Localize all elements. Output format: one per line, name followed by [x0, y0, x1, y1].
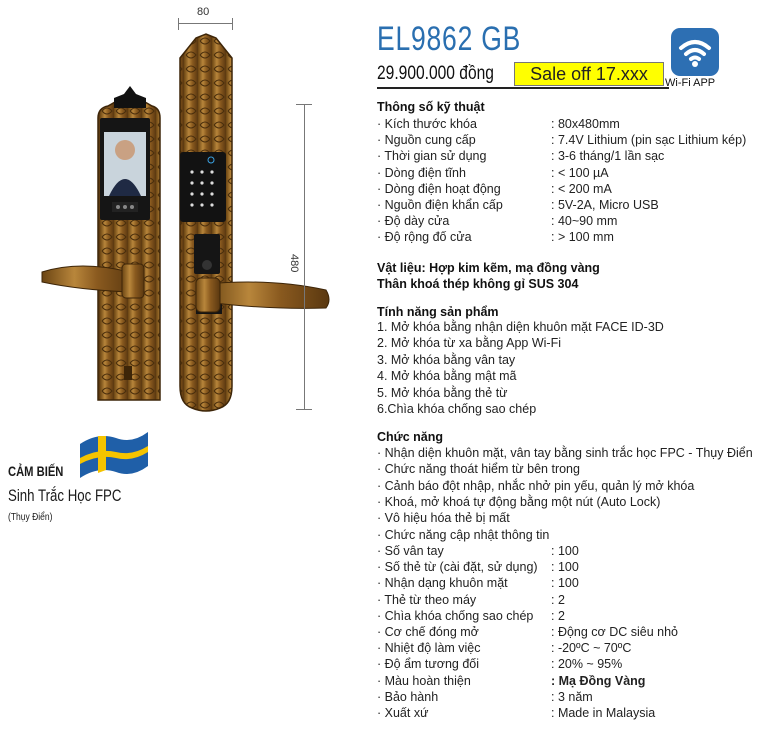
spec-value: : 100	[551, 544, 579, 558]
spec-label: · Cơ chế đóng mở	[377, 625, 479, 639]
material-line1: Vật liệu: Hợp kim kẽm, mạ đồng vàng	[377, 261, 600, 275]
feature-item: 2. Mở khóa từ xa bằng App Wi-Fi	[377, 336, 562, 351]
spec-label: · Xuất xứ	[377, 706, 429, 720]
spec-value: : 100	[551, 560, 579, 575]
spec-label: · Độ ẩm tương đối	[377, 657, 480, 672]
spec-row	[377, 544, 579, 558]
feature-item: 4. Mở khóa bằng mật mã	[377, 369, 517, 384]
spec-label: · Chìa khóa chống sao chép	[377, 608, 534, 623]
function-item: · Chức năng thoát hiểm từ bên trong	[377, 462, 580, 477]
spec-label: · Độ rộng đố cửa	[377, 230, 472, 245]
outer-handle	[42, 264, 144, 298]
features-title: Tính năng sản phẩm	[377, 305, 499, 319]
inner-panel	[180, 34, 232, 411]
model-title: EL9862 GB	[377, 20, 522, 58]
spec-label: · Số vân tay	[377, 544, 444, 558]
spec-row	[377, 673, 646, 688]
spec-row	[377, 592, 565, 607]
spec-row	[377, 117, 620, 131]
wifi-app-label: Wi-Fi APP	[665, 77, 716, 89]
spec-value: : Động cơ DC siêu nhỏ	[551, 625, 679, 639]
spec-row	[377, 576, 579, 591]
function-item: · Cảnh báo đột nhập, nhắc nhở pin yếu, quản lý mở khóa	[377, 478, 695, 493]
spec-value: : > 100 mm	[551, 230, 614, 245]
function-item: · Nhận diện khuôn mặt, vân tay bằng sinh trắc học FPC - Thụy Điển	[377, 446, 753, 460]
spec-row	[377, 625, 679, 639]
function-item: · Vô hiệu hóa thẻ bị mất	[377, 511, 510, 526]
spec-value: : 7.4V Lithium (pin sạc Lithium kép)	[551, 133, 747, 148]
function-item: · Chức năng cập nhật thông tin	[377, 527, 550, 542]
spec-row	[377, 657, 623, 672]
spec-row	[377, 165, 609, 180]
sensor-title: CẢM BIẾN	[8, 463, 64, 479]
spec-row	[377, 560, 579, 575]
sale-badge: Sale off 17.xxx	[514, 62, 664, 86]
functions-title: Chức năng	[377, 430, 443, 444]
spec-value: : 100	[551, 576, 579, 591]
spec-row	[377, 689, 593, 704]
spec-value: : 40~90 mm	[551, 214, 618, 229]
spec-label: · Bảo hành	[377, 689, 439, 704]
spec-value: : < 100 µA	[551, 165, 609, 180]
wifi-icon	[671, 28, 719, 76]
spec-row	[377, 198, 659, 212]
spec-label: · Dòng điện tĩnh	[377, 165, 466, 180]
spec-value: : 5V-2A, Micro USB	[551, 198, 659, 212]
height-dimension-line	[304, 104, 305, 410]
height-tick-top	[296, 104, 312, 105]
feature-item: 6.Chìa khóa chống sao chép	[377, 402, 537, 416]
spec-value: : 2	[551, 592, 565, 607]
height-tick-bottom	[296, 409, 312, 410]
spec-label: · Độ dày cửa	[377, 214, 450, 229]
spec-row	[377, 214, 618, 229]
width-tick-right	[232, 18, 233, 30]
spec-label: · Kích thước khóa	[377, 117, 477, 131]
spec-value: : < 200 mA	[551, 181, 612, 196]
spec-value: : 3-6 tháng/1 lần sạc	[551, 149, 665, 164]
spec-row	[377, 706, 656, 720]
height-label: 480	[288, 254, 300, 273]
width-tick-left	[178, 18, 179, 30]
spec-label: · Số thẻ từ (cài đặt, sử dụng)	[377, 560, 538, 575]
spec-label: · Thời gian sử dụng	[377, 149, 487, 164]
spec-label: · Nhiệt độ làm việc	[377, 641, 481, 656]
spec-row	[377, 641, 632, 656]
feature-item: 1. Mở khóa bằng nhận diện khuôn mặt FACE ID-3D	[377, 320, 664, 334]
spec-row	[377, 149, 665, 164]
price-underline	[377, 87, 669, 89]
spec-value: : Made in Malaysia	[551, 706, 656, 720]
width-label: 80	[197, 6, 210, 18]
lock-illustration	[30, 20, 350, 420]
function-item: · Khoá, mở khoá tự động bằng một nút (Auto Lock)	[377, 494, 661, 509]
spec-value: : -20ºC ~ 70ºC	[551, 641, 632, 656]
spec-value: : 2	[551, 608, 565, 623]
spec-label: · Nguồn cung cấp	[377, 133, 476, 148]
spec-value: : 80x480mm	[551, 117, 620, 131]
feature-item: 3. Mở khóa bằng vân tay	[377, 352, 516, 367]
width-dimension-line	[178, 23, 233, 24]
spec-value: : 20% ~ 95%	[551, 657, 623, 672]
spec-label: · Nhận dạng khuôn mặt	[377, 576, 508, 591]
feature-item: 5. Mở khóa bằng thẻ từ	[377, 385, 508, 400]
spec-row	[377, 181, 612, 196]
spec-label: · Thẻ từ theo máy	[377, 592, 477, 607]
spec-value: : Mạ Đồng Vàng	[551, 673, 646, 688]
spec-label: · Màu hoàn thiện	[377, 673, 471, 688]
spec-label: · Nguồn điện khẩn cấp	[377, 198, 503, 212]
sensor-origin: (Thụy Điển)	[8, 512, 53, 523]
price: 29.900.000 đồng	[377, 63, 494, 84]
spec-row	[377, 608, 565, 623]
outer-panel	[98, 86, 160, 400]
spec-label: · Dòng điện hoạt động	[377, 181, 501, 196]
specs-title: Thông số kỹ thuật	[377, 100, 485, 114]
inner-handle	[196, 278, 329, 312]
material-line2: Thân khoá thép không gỉ SUS 304	[377, 277, 579, 291]
spec-value: : 3 năm	[551, 689, 593, 704]
spec-row	[377, 230, 614, 245]
sensor-subtitle: Sinh Trắc Học FPC	[8, 486, 122, 505]
brand-swoosh	[640, 0, 720, 6]
sweden-flag-icon	[78, 430, 150, 480]
spec-row	[377, 133, 747, 148]
